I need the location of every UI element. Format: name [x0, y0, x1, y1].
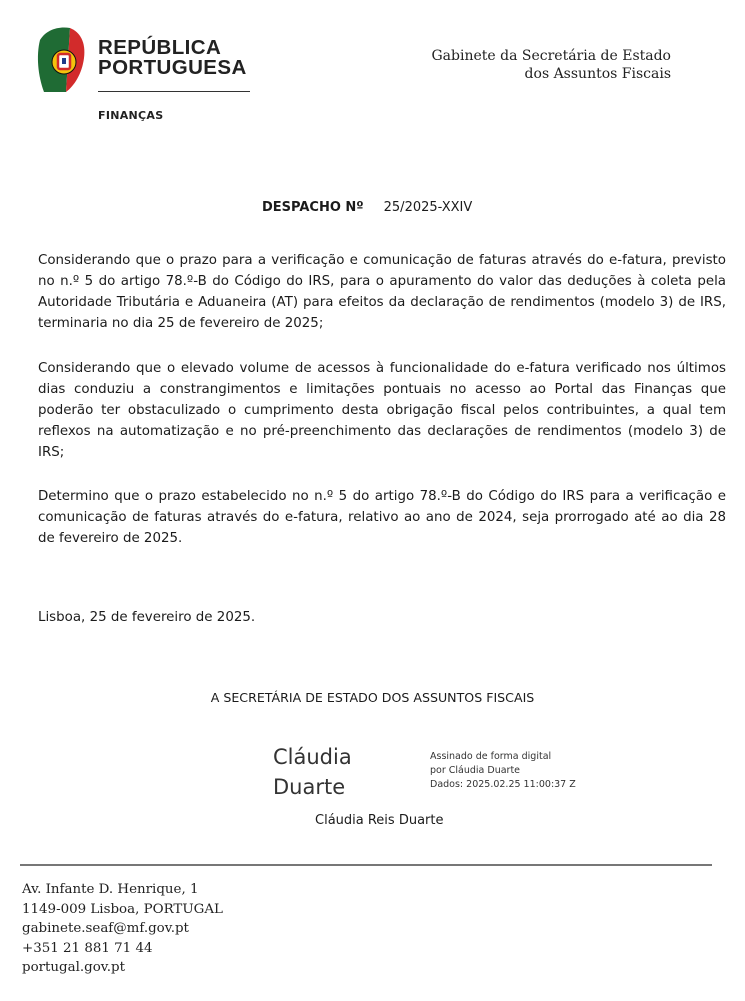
- despacho-label: DESPACHO Nº: [262, 200, 364, 215]
- portuguese-coat-of-arms-logo: [36, 26, 86, 92]
- paragraph: Determino que o prazo estabelecido no n.º 5 do artigo 78.º-B do Código do IRS para a verificação e comunicação de faturas através do e-fatura, relativo ao ano de 2024, seja prorrogado até ao dia 28 de fevereiro de 2025.: [38, 489, 726, 546]
- republic-line-2: PORTUGUESA: [98, 56, 247, 79]
- cabinet-heading: [432, 47, 672, 83]
- paragraph: Considerando que o elevado volume de acessos à funcionalidade do e-fatura verificado nos últimos dias conduziu a constrangimentos e limitações pontuais no acesso ao Portal das Finanças que poderão ter obstaculizado o cumprimento desta obrigação fiscal pelos contribuintes, a qual tem reflexos na automatização e no pré-preenchimento das declarações de rendimentos (modelo 3) de IRS;: [38, 361, 726, 460]
- signer-title: A SECRETÁRIA DE ESTADO DOS ASSUNTOS FISCAIS: [210, 690, 535, 705]
- cabinet-line-1: Gabinete da Secretária de Estado: [431, 48, 671, 64]
- website-link[interactable]: portugal.gov.pt: [22, 960, 125, 975]
- document-title: [262, 200, 472, 215]
- footer-contact: [22, 880, 223, 978]
- signature-last-name: Duarte: [273, 775, 346, 799]
- despacho-number: 25/2025-XXIV: [383, 200, 473, 215]
- address-line: 1149-009 Lisboa, PORTUGAL: [22, 901, 223, 917]
- department-label: FINANÇAS: [98, 109, 164, 122]
- signature-info-line: Dados: 2025.02.25 11:00:37 Z: [430, 779, 576, 790]
- signer-name: Cláudia Reis Duarte: [315, 813, 444, 828]
- paragraph: Considerando que o prazo para a verificação e comunicação de faturas através do e-fatura, previsto no n.º 5 do artigo 78.º-B do Código do IRS, para o apuramento do valor das deduções à coleta pela Autoridade Tributária e Aduaneira (AT) para efeitos da declaração de rendimentos (modelo 3) de IRS, terminaria no dia 25 de fevereiro de 2025;: [38, 253, 726, 331]
- header-divider: [98, 91, 250, 92]
- place-date: Lisboa, 25 de fevereiro de 2025.: [38, 610, 256, 625]
- cabinet-line-2: dos Assuntos Fiscais: [524, 66, 671, 82]
- footer-divider: [20, 864, 712, 866]
- republic-title: [98, 38, 247, 78]
- digital-signature-name: [273, 742, 352, 802]
- republic-line-1: REPÚBLICA: [98, 36, 222, 59]
- phone-number: +351 21 881 71 44: [22, 940, 153, 956]
- signature-first-name: Cláudia: [273, 745, 352, 769]
- email-link[interactable]: gabinete.seaf@mf.gov.pt: [22, 921, 189, 936]
- signature-info-line: por Cláudia Duarte: [430, 765, 521, 776]
- address-line: Av. Infante D. Henrique, 1: [22, 882, 199, 897]
- signature-info-line: Assinado de forma digital: [430, 751, 552, 762]
- digital-signature-info: [430, 750, 576, 792]
